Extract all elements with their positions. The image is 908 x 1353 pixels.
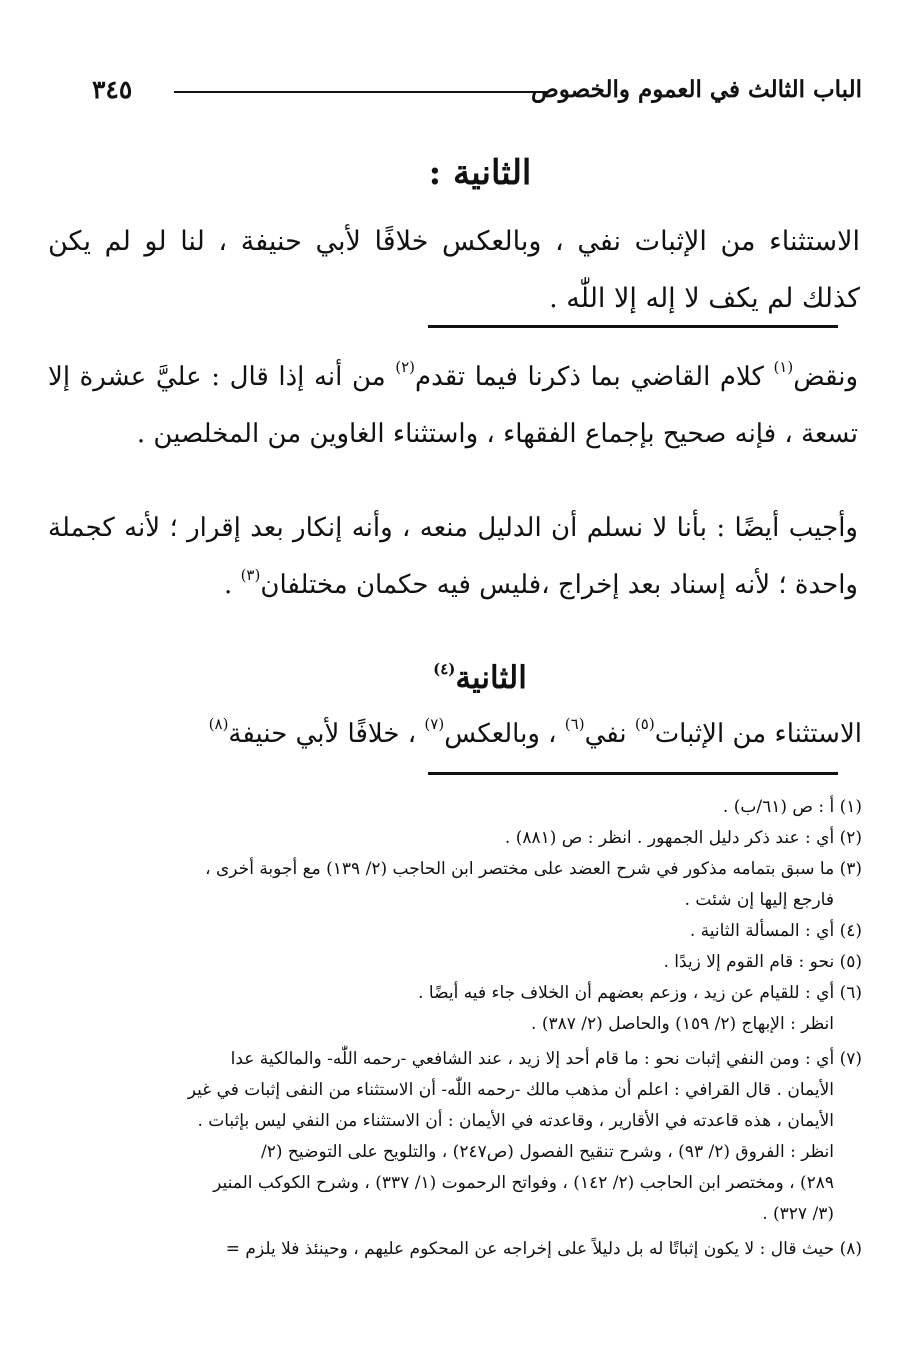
running-title: الباب الثالث في العموم والخصوص — [530, 76, 862, 103]
commentary-text: ونقض — [793, 362, 859, 392]
footnote-1: (١) أ : ص (٦١/ب) . — [722, 797, 862, 817]
commentary-paragraph-1 — [48, 349, 858, 463]
heading-text: الثانية — [455, 660, 527, 696]
footnote-7-line-6: (٣/ ٣٢٧) . — [762, 1204, 834, 1224]
footnote-ref[interactable]: (٣) — [240, 566, 261, 585]
commentary-paragraph-2 — [48, 500, 858, 614]
footnote-7-line-4: انظر : الفروق (٢/ ٩٣) ، وشرح تنقيح الفصول (ص٢٤٧) ، والتلويح على التوضيح (٢/ — [261, 1142, 834, 1162]
main-text-part: الاستثناء من الإثبات — [654, 719, 862, 749]
section-heading-second — [0, 655, 908, 701]
main-text-rule — [428, 325, 838, 328]
footnote-3-continued: فارجع إليها إن شئت . — [684, 890, 834, 910]
main-text-part: ، وبالعكس — [444, 719, 565, 749]
commentary-text: من أنه إذا قال : عليَّ عشرة إلا تسعة ، فإنه صحيح بإجماع الفقهاء ، واستثناء الغاوين من المخلصين . — [48, 362, 858, 449]
main-text: الاستثناء من الإثبات نفي ، وبالعكس خلافًا لأبي حنيفة ، لنا لو لم يكن كذلك لم يكف لا إله إلا اللّٰه . — [48, 226, 860, 314]
footnote-7: (٧) أي : ومن النفي إثبات نحو : ما قام أحد إلا زيد ، عند الشافعي -رحمه اللّٰه- والمالكية عدا — [230, 1049, 862, 1069]
header-rule — [174, 91, 547, 93]
commentary-text: كلام القاضي بما ذكرنا فيما تقدم — [415, 362, 774, 392]
page-number: ٣٤٥ — [92, 75, 133, 104]
footnote-7-line-3: الأيمان ، هذه قاعدته في الأقارير ، وقاعدته في الأيمان : أن الاستثناء من النفي ليس بإثبات . — [197, 1111, 834, 1131]
page-header — [92, 70, 862, 110]
footnote-ref[interactable]: (٤) — [433, 659, 456, 678]
footnote-ref[interactable]: (٦) — [564, 715, 585, 734]
footnote-8: (٨) حيث قال : لا يكون إثباتًا له بل دليلاً على إخراجه عن المحكوم عليهم ، وحينئذ فلا يلزم = — [225, 1239, 862, 1259]
main-text-second — [50, 704, 862, 764]
footnote-4: (٤) أي : المسألة الثانية . — [689, 921, 862, 941]
footnote-ref[interactable]: (٢) — [395, 358, 416, 377]
footnote-6: (٦) أي : للقيام عن زيد ، وزعم بعضهم أن الخلاف جاء فيه أيضًا . — [418, 983, 862, 1003]
footnote-2: (٢) أي : عند ذكر دليل الجمهور . انظر : ص (٨٨١) . — [504, 828, 862, 848]
footnote-ref[interactable]: (١) — [773, 358, 794, 377]
main-text-part: ، خلافًا لأبي حنيفة — [228, 719, 425, 749]
footnote-6-continued: انظر : الإبهاج (٢/ ١٥٩) والحاصل (٢/ ٣٨٧) . — [531, 1014, 834, 1034]
commentary-text: وأجيب أيضًا : بأنا لا نسلم أن الدليل منعه ، وأنه إنكار بعد إقرار ؛ لأنه كجملة واحدة ؛ لأنه إسناد بعد إخراج ،فليس فيه حكمان مختلفان — [48, 513, 858, 600]
footnote-ref[interactable]: (٥) — [634, 715, 655, 734]
main-text-part: نفي — [584, 719, 635, 749]
footnote-ref[interactable]: (٧) — [424, 715, 445, 734]
footnote-5: (٥) نحو : قام القوم إلا زيدًا . — [663, 952, 862, 972]
footnote-separator — [428, 772, 838, 775]
footnote-7-line-2: الأيمان . قال القرافي : اعلم أن مذهب مالك -رحمه اللّٰه- أن الاستثناء من النفى إثبات في غير — [187, 1080, 834, 1100]
footnote-ref[interactable]: (٨) — [208, 715, 229, 734]
section-heading-first: الثانية : — [428, 153, 532, 193]
footnote-7-line-5: ٢٨٩) ، ومختصر ابن الحاجب (٢/ ١٤٢) ، وفواتح الرحموت (١/ ٣٣٧) ، وشرح الكوكب المنير — [213, 1173, 834, 1193]
footnotes — [46, 792, 862, 1265]
commentary-text: . — [224, 570, 241, 600]
footnote-3: (٣) ما سبق بتمامه مذكور في شرح العضد على مختصر ابن الحاجب (٢/ ١٣٩) مع أجوبة أخرى ، — [205, 859, 862, 879]
